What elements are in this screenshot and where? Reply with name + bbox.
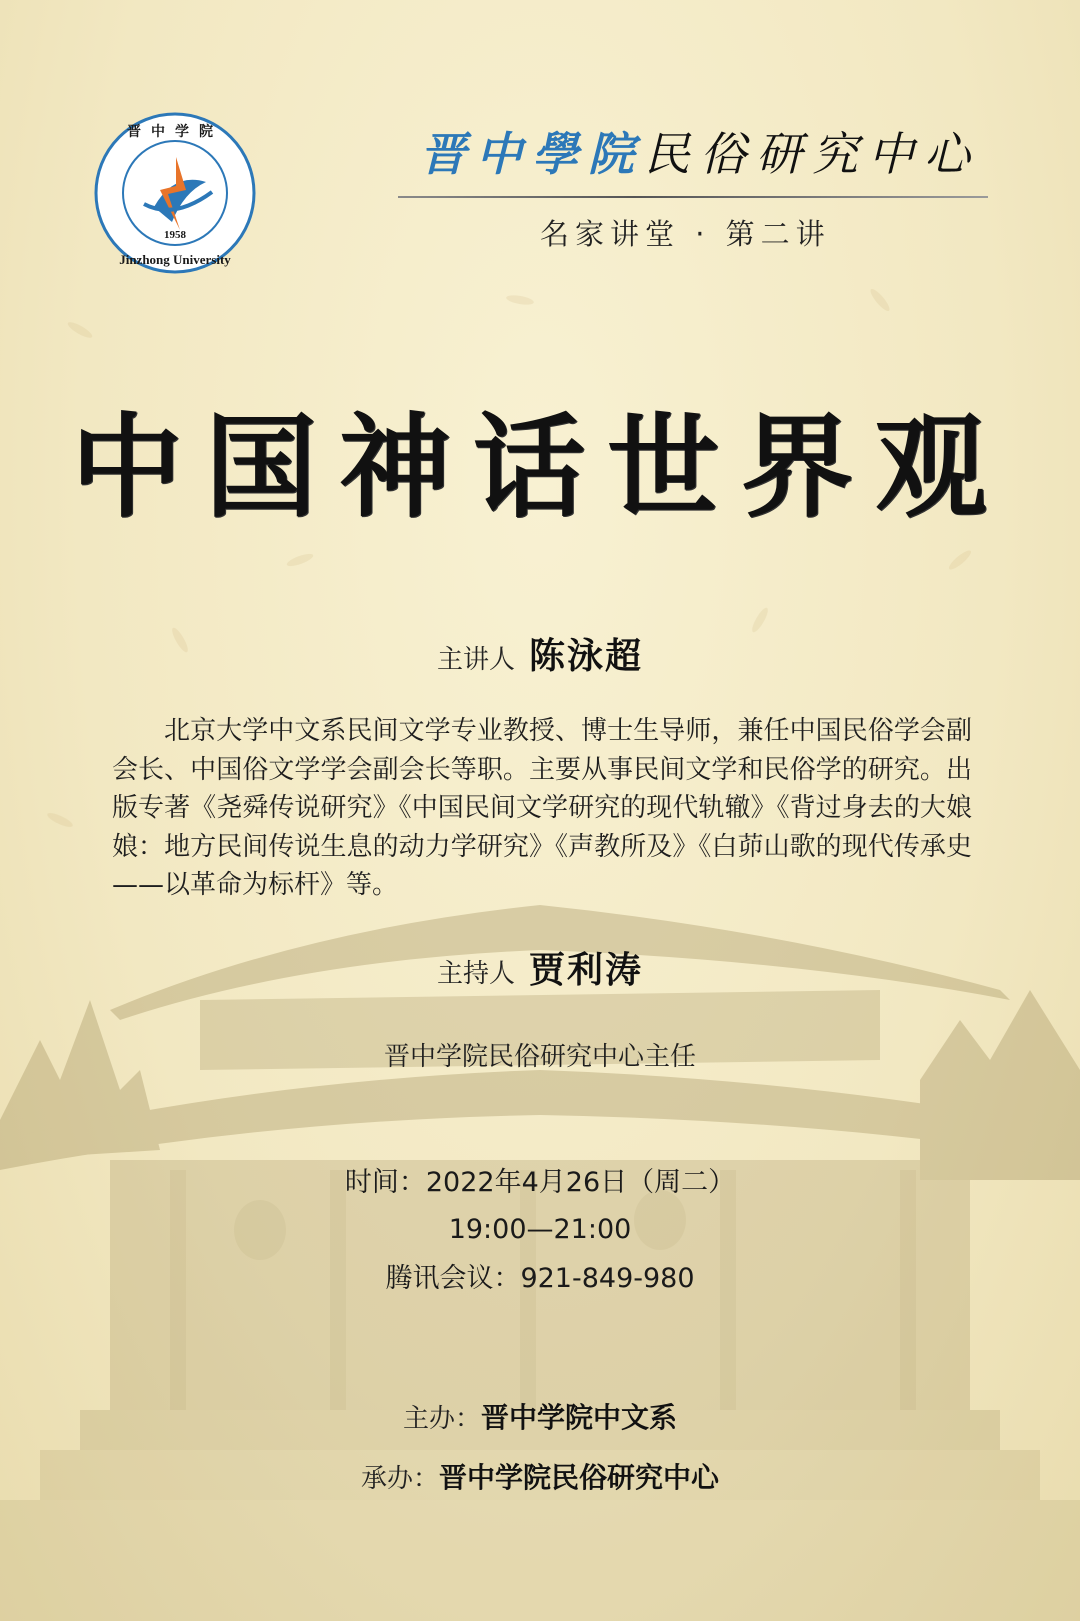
co-organizer-value: 晋中学院民俗研究中心 — [439, 1461, 720, 1494]
host-organizer-label: 主办： — [402, 1404, 481, 1434]
event-date: 时间：2022年4月26日（周二） — [344, 1167, 736, 1198]
host-organizer-value: 晋中学院中文系 — [481, 1401, 678, 1434]
header-divider — [398, 196, 988, 198]
org-title — [420, 118, 990, 184]
org-title-center: 民俗研究中心 — [644, 127, 980, 181]
host-label: 主持人 — [436, 959, 515, 989]
lecture-title: 中国神话世界观 — [71, 402, 1009, 533]
co-organizer-line — [0, 1456, 1080, 1496]
speaker-bio: 北京大学中文系民间文学专业教授、博士生导师，兼任中国民俗学会副会长、中国俗文学学会副会长等职。主要从事民间文学和民俗学的研究。出版专著《尧舜传说研究》《中国民间文学研究的现代轨辙》《背过身去的大娘娘：地方民间传说生息的动力学研究》《声教所及》《白茆山歌的现代传承史——以革命为标杆》等。 — [112, 716, 972, 900]
logo-text-layer — [94, 112, 256, 274]
speaker-name: 陈泳超 — [529, 636, 644, 677]
event-time: 19:00—21:00 — [448, 1214, 632, 1245]
speaker-label: 主讲人 — [436, 645, 515, 675]
host-description: 晋中学院民俗研究中心主任 — [383, 1042, 696, 1072]
logo-year: 1958 — [164, 229, 186, 241]
logo-bottom-text: Jinzhong University — [119, 252, 231, 267]
host-line — [0, 942, 1080, 993]
speaker-line — [0, 628, 1080, 679]
lecture-series: 名家讲堂 · 第二讲 — [540, 217, 831, 251]
org-title-college: 晋中學院 — [420, 127, 644, 181]
co-organizer-label: 承办： — [360, 1464, 439, 1494]
logo-top-text: 晋中学院 — [127, 124, 223, 140]
host-name: 贾利涛 — [529, 950, 644, 991]
host-organizer-line — [0, 1396, 1080, 1436]
meeting-id: 腾讯会议：921-849-980 — [385, 1263, 695, 1294]
